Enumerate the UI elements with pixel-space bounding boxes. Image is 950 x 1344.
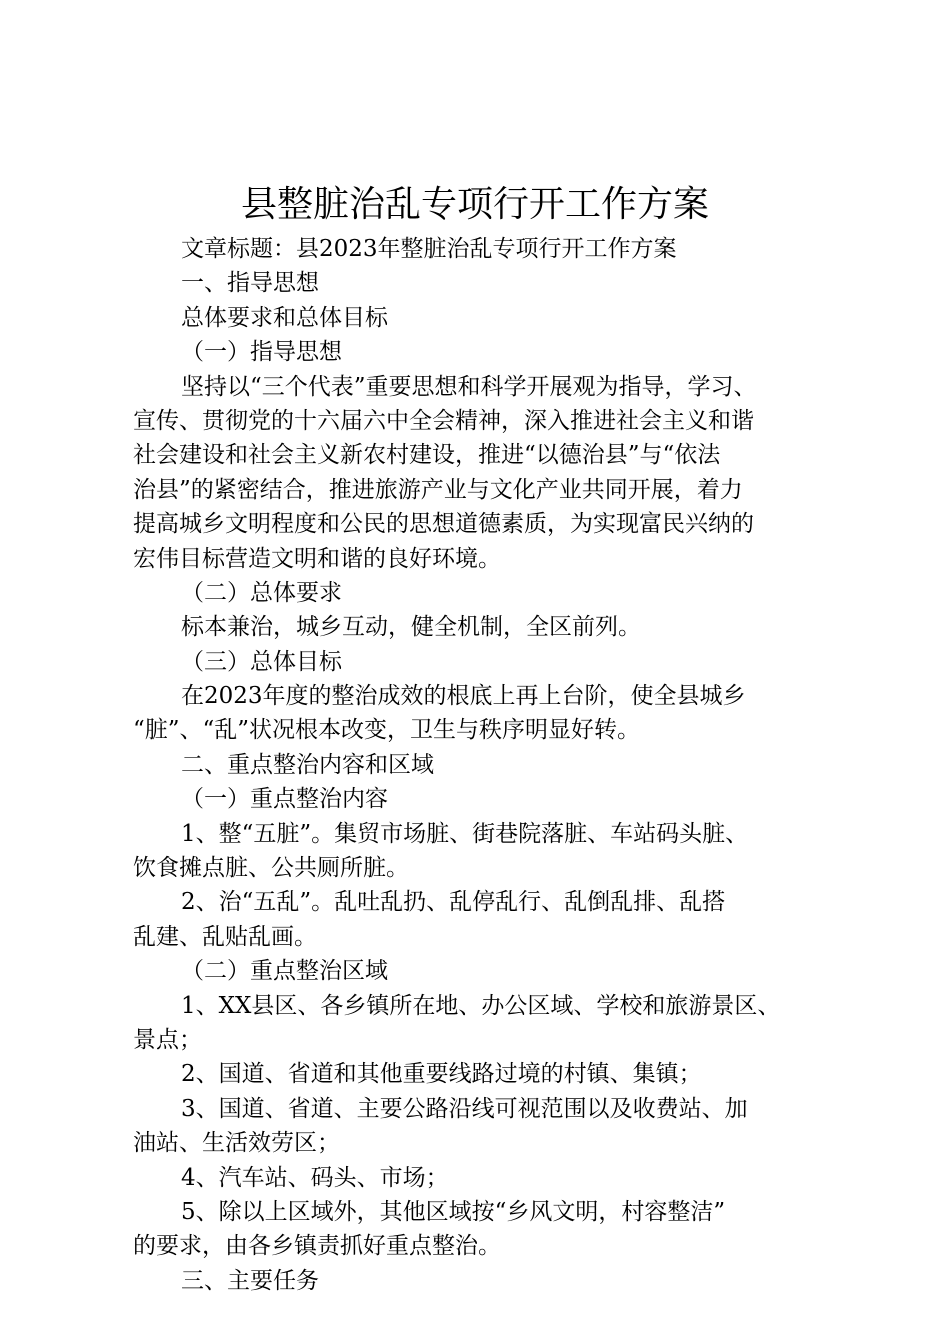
section-heading: 一、指导思想 [181, 270, 319, 297]
paragraph-line: 社会建设和社会主义新农村建设，推进“以德治县”与“依法 [133, 442, 721, 469]
list-item-line: 饮食摊点脏、公共厕所脏。 [133, 855, 409, 882]
list-item-line: 油站、生活效劳区； [133, 1130, 340, 1157]
section-heading: 三、主要任务 [181, 1267, 319, 1294]
list-item-line: 的要求，由各乡镇责抓好重点整治。 [133, 1233, 501, 1260]
list-item-line: 2、治“五乱”。乱吐乱扔、乱停乱行、乱倒乱排、乱搭 [181, 889, 726, 916]
subsection-heading: （一）指导思想 [181, 339, 342, 366]
list-item-line: 景点； [133, 1026, 202, 1053]
list-item-line: 2、国道、省道和其他重要线路过境的村镇、集镇； [181, 1061, 702, 1088]
document-title: 县整脏治乱专项行开工作方案 [240, 184, 709, 225]
paragraph-line: “脏”、“乱”状况根本改变，卫生与秩序明显好转。 [133, 717, 641, 744]
subsection-heading: （一）重点整治内容 [181, 786, 388, 813]
list-item-line: 乱建、乱贴乱画。 [133, 923, 317, 950]
subsection-heading: （三）总体目标 [181, 648, 342, 675]
article-title-line: 文章标题：县2023年整脏治乱专项行开工作方案 [181, 236, 677, 262]
paragraph-line: 宣传、贯彻党的十六届六中全会精神，深入推进社会主义和谐 [133, 407, 754, 434]
subsection-heading: （二）总体要求 [181, 579, 342, 606]
paragraph-line: 在2023年度的整治成效的根底上再上台阶，使全县城乡 [181, 683, 746, 710]
document-body [133, 232, 833, 1298]
list-item-line: 3、国道、省道、主要公路沿线可视范围以及收费站、加 [181, 1095, 748, 1122]
paragraph-line: 宏伟目标营造文明和谐的良好环境。 [133, 545, 501, 572]
paragraph-line: 坚持以“三个代表”重要思想和科学开展观为指导，学习、 [181, 373, 757, 400]
list-item-line: 1、XX县区、各乡镇所在地、办公区域、学校和旅游景区、 [181, 992, 781, 1019]
list-item-line: 5、除以上区域外，其他区域按“乡风文明，村容整洁” [181, 1198, 726, 1225]
paragraph-line: 提高城乡文明程度和公民的思想道德素质，为实现富民兴纳的 [133, 511, 754, 538]
list-item-line: 1、整“五脏”。集贸市场脏、街巷院落脏、车站码头脏、 [181, 820, 749, 847]
section-heading: 二、重点整治内容和区域 [181, 751, 434, 778]
paragraph-line: 总体要求和总体目标 [181, 304, 388, 331]
subsection-heading: （二）重点整治区域 [181, 958, 388, 985]
paragraph-line: 治县”的紧密结合，推进旅游产业与文化产业共同开展，着力 [133, 476, 743, 503]
list-item-line: 4、汽车站、码头、市场； [181, 1164, 449, 1191]
paragraph-line: 标本兼治，城乡互动，健全机制，全区前列。 [181, 614, 641, 641]
